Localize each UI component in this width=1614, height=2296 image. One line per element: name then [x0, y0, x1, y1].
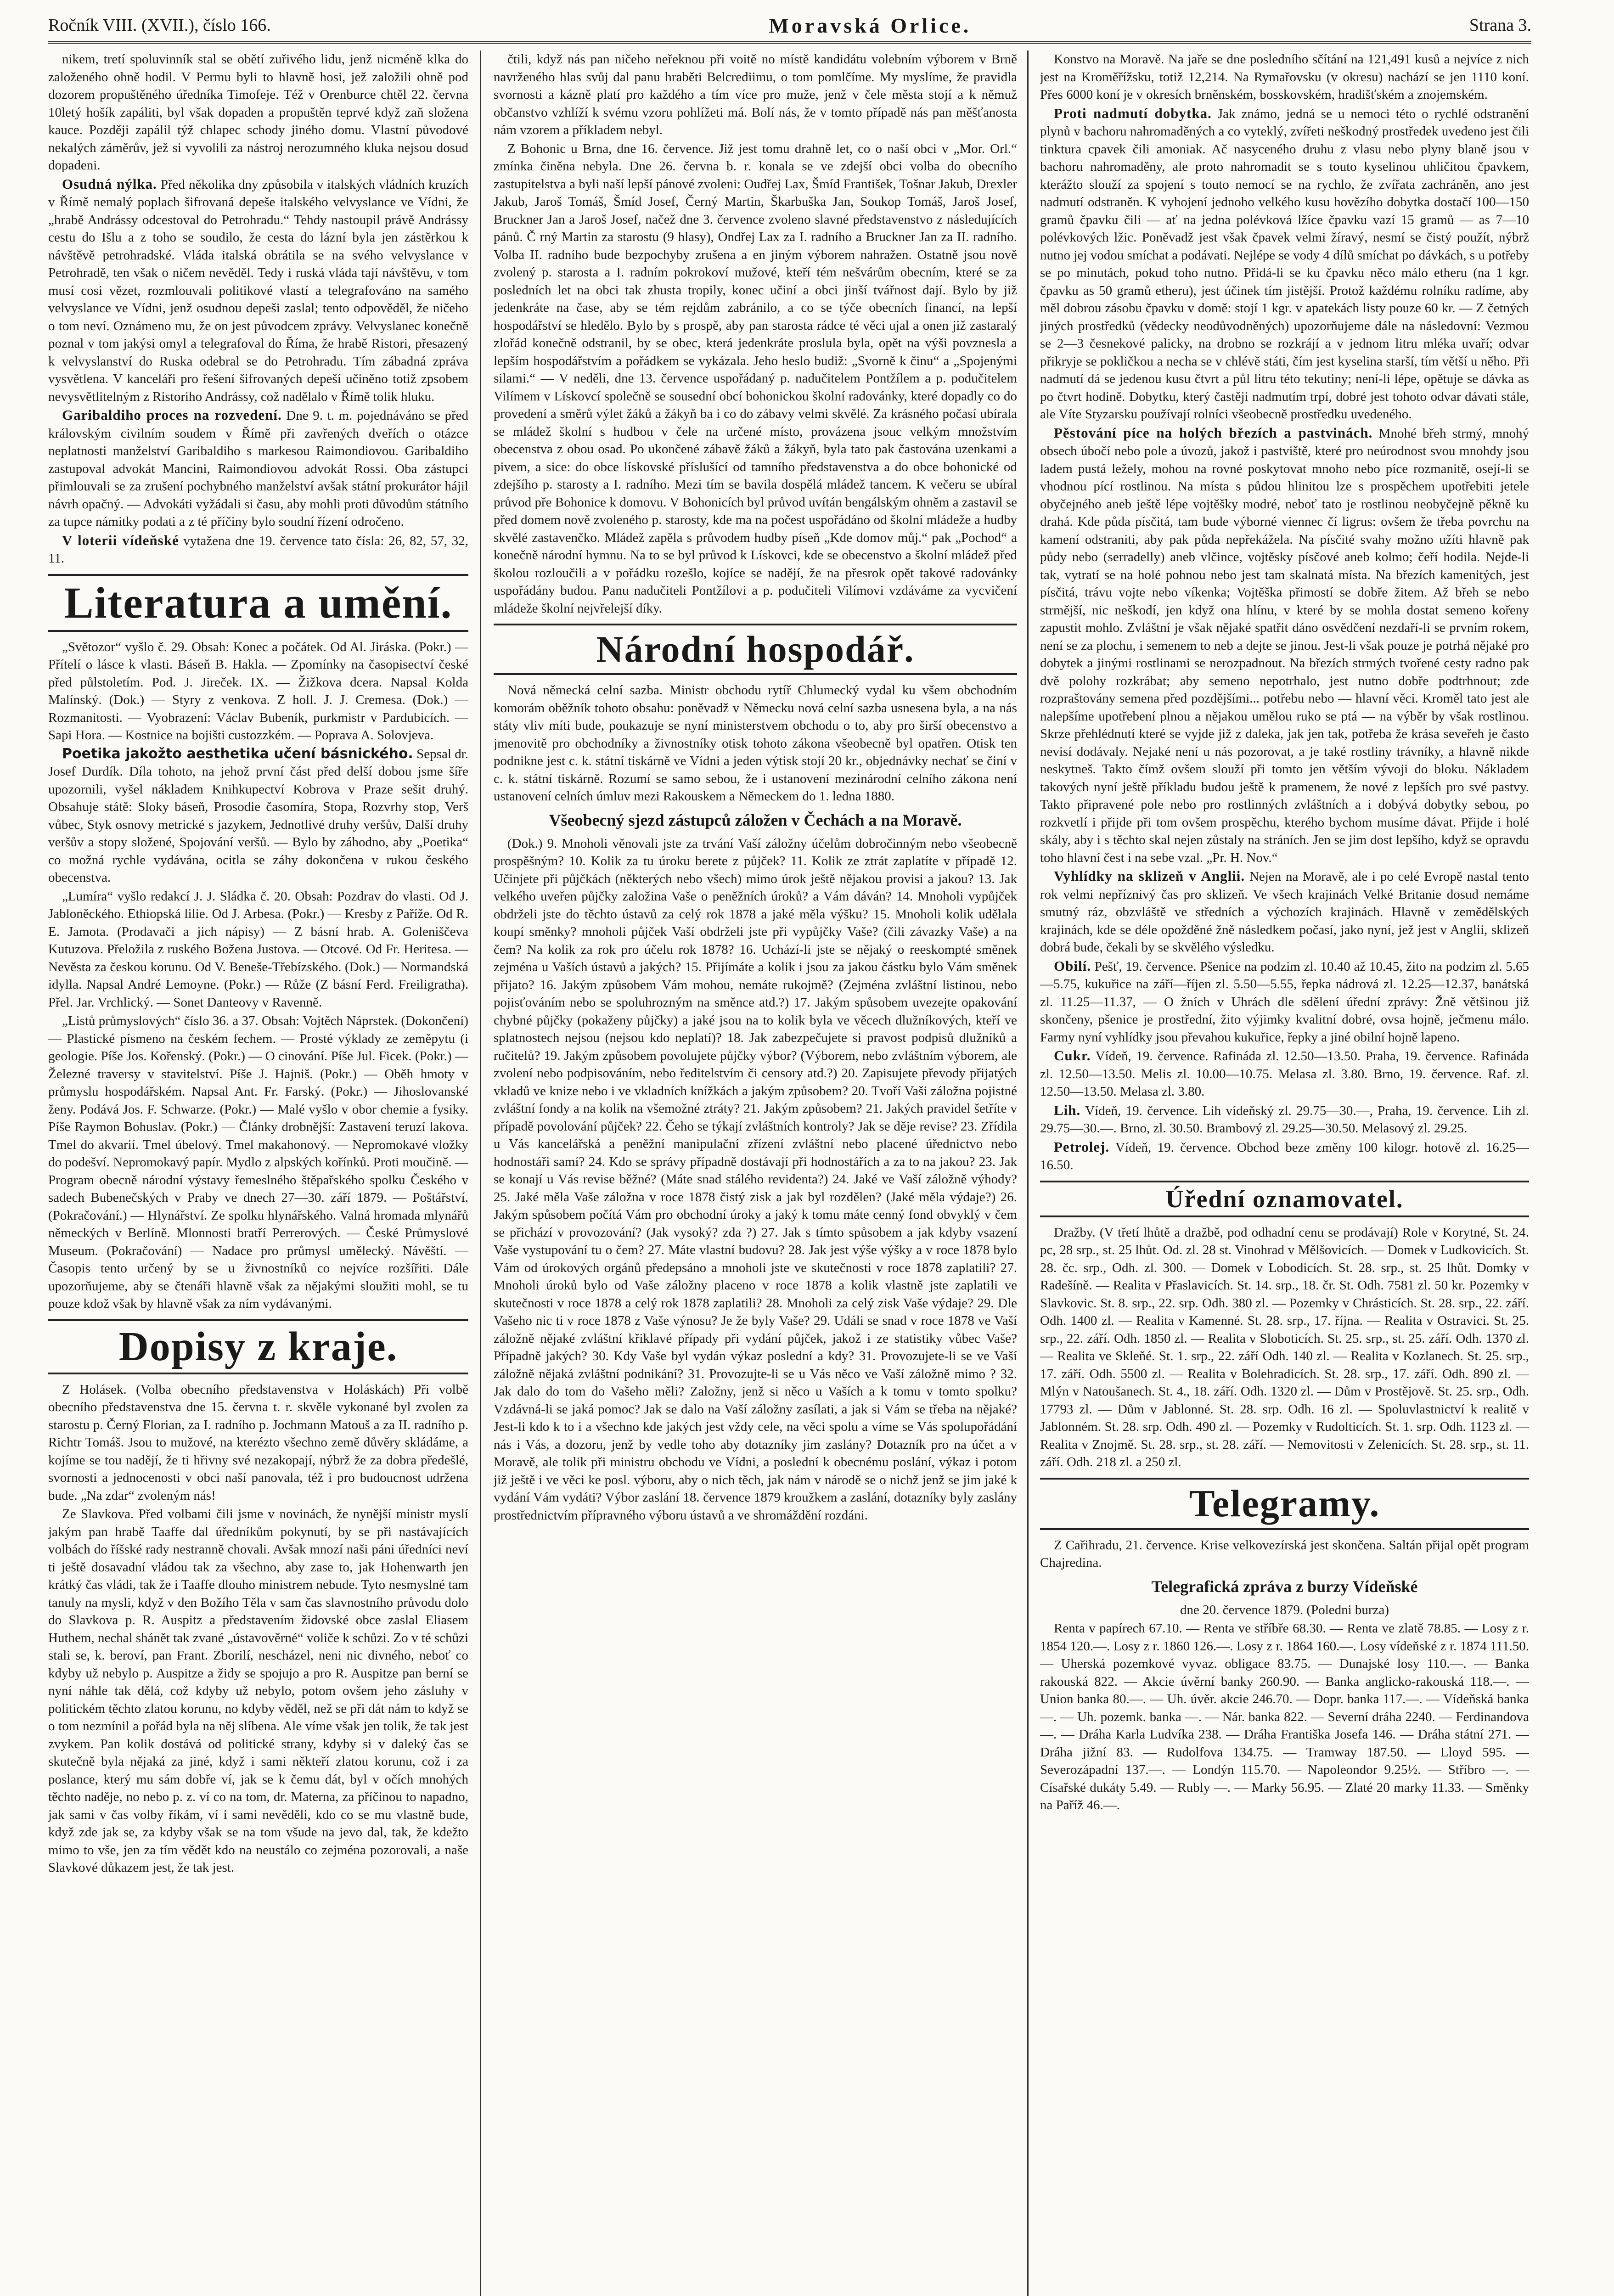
- article-text: Jak známo, jedná se u nemoci této o rychlé odstranění plynů v bachoru nahromaděných a co vyteklý, zvířeti neškodný prostředek uvedeno jest čili tinktura cpavek čili amoniak. Ač nasyceného druhu z vlasu nebo plyny blaně jsou v bachoru nahromaděny, ale proto nahromadit se s touto kyselinou uhličitou čpavkem, kterážto slouží za spojení s touto nemocí se na rychlo, že zvířata zachráněn, ano jest nadmutí odstraněn. K vyhojení jednoho velkého kusu hovězího dobytka dostačí 100—150 gramů čpavku čili — ať na jedna polévková lžíce čpavku vazí 15 gramů — as 7—10 polévkových lžic. Poněvadž jest však čpavek velmi žíravý, nesmí se čistý použít, nýbrž nutno jej vodou smíchat a podávati. Nejlépe se vody 4 dílů smíchat po dávkách, s u potřeby se po minutách, pokud toho nutno. Přidá-li se ku čpavku něco málo etheru (na 1 kgr. čpavku as 50 gramů etheru), jest účinek tím jistější. Protož každému rolníku radíme, aby měl dobrou zásobu čpavku v domě: stojí 1 kgr. v apatekách listy pouze 60 kr. — Z četných jiných prostředků (vědecky neodůvodněných) upozorňujeme dále na následovní: Vezmou se 2—3 česnekové palicky, na drobno se rozkrájí a v jednom litru mléka uvaří; odvar přikryje se pokličkou a necha se v chlévě státi, čím jest kyselina starší, tím větší u něho. Při nadmutí dá se jedenou kusu čtvrt a půl litru této tekutiny; není-li lépe, opětuje se dávka as po čtvrt hodině. Dobytku, který častěji nadmutím trpí, dobré jest tohoto odvar dávati stále, ale Víte Styzarsku používají rolníci všeobecně prostředku uvedeného.: [1040, 106, 1529, 422]
- article-paragraph: Dražby. (V třetí lhůtě a dražbě, pod odhadní cenu se prodávají) Role v Korytné, St. 24. pc, 28 srp., st. 25 lhůt. Od. zl. 28 st. Vinohrad v Mělšovicích. — Domek v Ludkovicích. St. 28. čc. srp., Odh. zl. 300. — Domek v Lobodicích. St. 28. srp., st. 25 lhůt. Domky v Radešíně. — Realita v Přaslavicích. St. 14. srp., 18. čr. St. Odh. 7581 zl. 50 kr. Pozemky v Slavkovic. St. 8. srp., 22. srp. Odh. 380 zl. — Pozemky v Chrásticích. St. 28. srp., 22. září. Odh. 1400 zl. — Realita v Kamenné. St. 28. srp., 17. října. — Realita v Ostravici. St. 25. srp., 22. září. Odh. 1850 zl. — Realita v Sloboticích. St. 25. srp., st. 25. září. Odh. 1370 zl. — Realita ve Skleňé. St. 1. srp., 22. září Odh. 140 zl. — Realita v Kozlanech. St. 25. srp., 17. září. Odh. 5500 zl. — Realita v Bolehradicích. St. 28. srp., 17. září. Odh. 890 zl. — Mlýn v Natoušanech. St. 4., 18. září. Odh. 1320 zl. — Dům v Prostějově. St. 25. srp., Odh. 17793 zl. — Dům v Jablonné. St. 28. srp. Odh. 16 zl. — Spoluvlastnictví k realitě v Jablonném. St. 28. srp. Odh. 490 zl. — Pozemky v Rudolticích. St. 1. srp. Odh. 1123 zl. — Realita v Znojmě. St. 28. srp., st. 28. září. — Nemovitosti v Zelenicích. St. 28. srp., st. 11. září. Odh. 218 zl. a 250 zl.: [1040, 1225, 1529, 1469]
- article-paragraph: [1040, 424, 1529, 867]
- article-text: Vídeň, 19. července. Obchod beze změny 100 kilogr. hotově zl. 16.25—16.50.: [1040, 1140, 1529, 1172]
- article-paragraph: Konstvo na Moravě. Na jaře se dne posledního sčítání na 121,491 kusů a nejvíce z nich jest na Kroměřížsku, totiž 12,214. Na Rymařovsku (v okresu) nachází se jen 1110 koní. Přes 6000 koní je v okresích brněnském, bosskovském, hradišťském a znojemském.: [1040, 52, 1529, 102]
- article-text: Před několika dny způsobila v italských vládních kruzích v Římě nemalý poplach šifrovaná depeše italského velvyslance ve Vídni, že „hrabě Andrássy odcestoval do Petrohradu.“ Tehdy nastoupil právě Andrássy cestu do Išlu a z toho se soudilo, že cesta do lázní byla jen zástěrkou k návštěvě petrohradské. Vláda italská obrátila se na svého velvyslance v Petrohradě, ten však o ničem nevěděl. Tedy i ruská vláda tají návštěvu, v tom musí cosi vězet, rozmlouvali politikové vlastí a telegrafováno na samého velvyslance ve Vídni, jenž osudnou depeši zaslal; tento odpověděl, že ničeho o tom neví. Oznámeno mu, že on jest původcem zprávy. Velvyslanec konečně poznal v tom jakýsi omyl a telegrafoval do Říma, že hrabě Ristori, přesazený k velvyslanství do Ruska odebral se do Petrohradu. Tím zábadná zpráva vysvětlena. V kanceláři pro řešení šifrovaných depeší učiněno totiž zpsobem nevysvětlitelným z Ristoriho Andrássy, což nadělalo v Římě tolik hluku.: [48, 177, 468, 404]
- article-subheading: Všeobecný sjezd zástupců záložen v Čechách a na Moravě.: [549, 810, 962, 829]
- article-heading: Proti nadmutí dobytka.: [1054, 105, 1212, 121]
- article-heading: Vyhlídky na sklizeň v Anglii.: [1054, 868, 1245, 884]
- article-text: Vídeň, 19. července. Lih vídeňský zl. 29.75—30.—, Praha, 19. července. Lih zl. 29.75—30.—. Brno, zl. 30.50. Brambový zl. 29.25—30.50. Melasový zl. 29.25.: [1040, 1103, 1529, 1136]
- article-paragraph: [48, 745, 468, 887]
- article-paragraph: [1040, 1138, 1529, 1174]
- article-paragraph: [1040, 867, 1529, 957]
- article-text: Nejen na Moravě, ale i po celé Evropě nastal tento rok velmi nepříznivý čas pro sklizeň. Ve všech krajinách Velké Britanie dosud nemáme smutný ráz, obzvláště ve středních a výchozích krajinách. Hlavně v zemědělských krajinách, kde se déle opožděné žně následkem počasí, jako nyní, jež jest v Anglii, sklizeň dobrá bude, čekali by se skvělého výsledku.: [1040, 869, 1529, 955]
- article-text: Pešť, 19. července. Pšenice na podzim zl. 10.40 až 10.45, žito na podzim zl. 5.65—5.75, kukuřice na září—říjen zl. 5.50—5.55, řepka nádrová zl. 12.25—12.37, banátská zl. 11.25—11.37, — O žních v Uhrách dle sdělení úřední zprávy: Žně většinou již skončeny, pšenice je prostřední, žito výjimky kvalitní dobré, ovsa hojně, ječmenu málo. Farmy nyní vyhlídky jsou převahou kukuřice, řepky a jiné obilní hojně lapeno.: [1040, 959, 1529, 1045]
- article-heading: Petrolej.: [1054, 1138, 1110, 1155]
- article-paragraph: Nová německá celní sazba. Ministr obchodu rytíř Chlumecký vydal ku všem obchodním komorám oběžník tohoto obsahu: poněvadž v Německu nová celní sazba usnesena byla, a na nás státy vliv míti bude, poukazuje se nyní ministerstvem obchodu o to, aby pro širší obecenstvo a jmenovitě pro obchodníky a živnostníky otisk tohoto zákona všeobecně byl opatřen. Otisk ten podnikne jest c. k. státní tiskárně ve Vídni a jeden výtisk stojí 20 kr., objednávky nechať se činí v c. k. státní tiskárně. Rozumí se samo sebou, že i ustanovení mezinárodní celního zákona není ustanovení celních úmluv mezi Rakouskem a Německem do 1. ledna 1880.: [494, 683, 1017, 804]
- article-heading: Poetika jakožto aesthetika učení básnického.: [62, 745, 413, 762]
- article-text: Sepsal dr. Josef Durdík. Díla tohoto, na jehož první část před delší dobou jsme šíře upozornili, vyšel nákladem Knihkupectví Kobrova v Praze sešit druhý. Obsahuje státě: Sloky báseň, Prosodie časomíra, Stopa, Rozvrhy stop, Verš vůbec, Styk osnovy metrické s jazykem, Jednotlivé druhy veršův, Další druhy veršův a stopy složené, Spojování veršů. — Bylo by záhodno, aby „Poetika“ co možná rychle vydávána, ocitla se záhy dokončena v rukou českého obecenstva.: [48, 746, 468, 885]
- article-paragraph: Z Holásek. (Volba obecního představenstva v Holáskách) Při volbě obecního představenstva dne 15. června t. r. skvěle vykonané byl zvolen za starostu p. Černý Florian, za I. radního p. Jochmann Matouš a za II. radního p. Richtr Tomáš. Jsou to mužové, na kterézto všechno země důvěry skládáme, a kojíme se tou nadějí, že ti hřivny své nezakopají, nýbrž že za dobra předešlé, svornosti a jednocenosti v obci naší panovala, též i pro budoucnost udržena bude. „Na zdar“ zvoleným nás!: [48, 1382, 468, 1503]
- article-paragraph: Ze Slavkova. Před volbami čili jsme v novinách, že nynější ministr myslí jakým pan hrabě Taaffe dal úředníkům pokynutí, by se při nastávajících volbách do říšské rady nestranně chovali. Avšak mnozí naši páni úředníci neví ti ještě dosavadní vládou tak za všechno, aby zase to, jak Hohenwarth jen krátký čas vládi, tak že i Taaffe dlouho ministrem nebude. Tyto nesmyslné tam tanuly na mysli, když v den Božího Těla v sam čas slavnostního průvodu dolo do Slavkova p. R. Auspitz a představením židovské obce zaslal Eliasem Huthem, nechal shánět tak zvané „ústavověrné“ voliče k schůzi. Zo v té schůzi stali se, k. beroví, pan Frant. Zborilí, nescházel, neni nic divného, neboť co kdyby už nebylo p. Auspitze a židy se spojujo a pro R. Auspitze pan berní se nyní náhle tak dělá, což kdyby už nebylo, potom ovšem jeho zásluhy v politickém těchto zlatou korunu, no kdyby věděl, než se při dát nám to když se o tom nezmínil a pořád byla na něj slíbena. Ale víme však jen tolik, že tak jest zvykem. Pan kolik dostává od politické strany, kdyby si v daleký čas se skutečně byla nějaká za jiné, když i sami někteří zlatou korunu, což i za poslance, který mu sám dobře ví, jak se k čemu dát, byl v očích mnohých těchto naděje, no nebo p. z. ví co na tom, dr. Materna, za příčinou to napadno, jak sami v čas volby říkám, ví i sami nevěděli, kdo co se mu vlastně bude, když zde jak se, za kdyby však se na tom všude na jevo dal, tak, že kdežto mimo to vše, jen za tím vědět kdo na neustálo co zejména pozorovali, a naše Slavkové důkazem jest, že tak jest.: [48, 1507, 468, 1875]
- article-text: Mnohé břeh strmý, mnohý obsech úbočí nebo pole a úvozů, jakož i pastviště, které pro neúrodnost svou mnohdy jsou ladem pustá ležely, mohou na rovné poskytovat mnoho nebo píce rozmanitě, osejí-li se vhodnou pící rostlinou. Na místa s půdou hlinitou lze s prospěchem upotřebiti jetele obyčejného aneb ještě lépe vojtěšky modré, neboť tato je rostlinou neobyčejně pěkně ku drahá. Kde půda písčitá, tam bude výborné viennec čí ligrus: ovšem že třeba povrchu na kamení odstraniti, aby pak půda nepřekážela. Na písčité svahy možno užíti hlavně pak půdy nebo (serradelly) aneb vlčince, vojtěsky písčové aneb kolmo; čeří hodila. Nejde-li tak, vytratí se na holé pohnou nebo jest tam skalnatá místa. Na březích kamenitých, jest písčitá, trávu vojte nebo víkenka; Vojtěška přimostí se dobře žitem. Až břeh se nebo strmější, nic neškodí, jen když ona hlínu, v které by se mohla dostat semeno kořeny zapustit mohlo. Zvláštní je však nějaké spatřit dáno osvědčení nezdaří-li se prvním rokem, není se za plochu, i semenem to neb a dejte se jinou. Jest-li však pouze je potrhá nějaké pro dobytek a jinými rostlinami se nerozpadnout. Na březích strmých tvořené cesty radno pak dvě polohy rozkrábat; aby semeno nepotrhalo, jest nutno dobře podtrhnout; zde rozpraštovány semena před pozdějšími... potřebu nebo — hlavní věci. Kroměl tato jest ale nalepšíme upotřebení plnou a nějakou umělou ruko se ptá — na výběr by však rostlinou. Skrze přehlédnutí které se vyjde již z daleka, jak jen tak, potřeba že krása seveřeh je často nevisí dodávaly. Nejaké není u nás pozorovat, a je také rostliny trávníky, a hlavně nikde neskytneš. Takto čímž ovšem slouží při tomto jen větším vývoji do bloku. Nákladem takových nyní ještě příkladu budou ještě k pramenem, že nové z lepších pro své pastvy. Takto připravené pole nebo pro rostlinných zvláštních a i dobývá dobytky sebou, po rozkvetlí i přijde při tom ovšem prospěchu, kterého bychom musíme dávat. Přijde i holé skály, aby i s těchto skal nejen zůstaly na stráních. Jen se jim dost lepšího, když se opravdu toho hlavní čest i na sebe vzal. „Pr. H. Nov.“: [1040, 426, 1529, 865]
- column-divider: [480, 51, 481, 2296]
- section-title-dopisy: Dopisy z kraje.: [48, 1319, 468, 1374]
- section-title-narodni-hospodar: Národní hospodář.: [494, 624, 1017, 675]
- article-text: Vídeň, 19. července. Rafináda zl. 12.50—13.50. Praha, 19. července. Rafináda zl. 12.50—13.50. Melis zl. 10.00—10.75. Melasa zl. 3.80. Brno, 19. července. Raf. zl. 12.50—13.50. Melasa zl. 3.80.: [1040, 1049, 1529, 1099]
- article-text: vytažena dne 19. července tato čísla: 26, 82, 57, 32, 11.: [48, 533, 468, 566]
- section-title-uredni-oznamovatel: Úřední oznamovatel.: [1040, 1181, 1529, 1217]
- masthead: Moravská Orlice.: [769, 13, 972, 37]
- article-heading: Cukr.: [1054, 1047, 1091, 1064]
- article-paragraph: [1040, 105, 1529, 423]
- article-paragraph: nikem, tretí spoluvinník stal se obětí zuřivého lidu, jenž nicméně klka do založeného ohně hodil. V Permu byli to hlavně hosi, jež založili ohně pod dozorem propuštěného úředníka Timofeje. Též v Orenburce chtěl 22. června 10letý hošík zapáliti, byl však dopaden a propuštěn teprvé když zaň složena kauce. Později zapálil týž chlapec schody jiného domu. Vlastní původové nekalých záměrův, jež si vyvolili za nástroj nerozumného kluka nejsou dosud dopadeni.: [48, 52, 468, 173]
- column-1: [48, 51, 468, 2296]
- article-paragraph: Z Bohonic u Brna, dne 16. července. Již jest tomu drahně let, co o naší obci v „Mor. Orl.“ zmínka činěna nebyla. Dne 26. června b. r. konala se ve zdejší obci volba do obecního zastupitelstva a byli naší lepší pánové zvoleni: Oudřej Lax, Šmíd František, Tošnar Jakub, Drexler Jakub, Jaroš Tomáš, Šmíd Josef, Černý Martin, Škarbuška Jan, Soukop Tomáš, Jaroš Josef, Bruckner Jan a Jaroš Josef, načež dne 3. července zvoleno slavné představenstvo z následujících pánů. Č rný Martin za starostu (9 hlasy), Ondřej Lax za I. radního a Bruckner Jan za II. radního. Volba II. radního bude bezpochyby zrušena a en jiným výborem nahražen. Ostatně jsou nově zvolený p. starosta a I. radním pokrokoví mužové, kteří tém nešvárům obecním, které se za posledních let na obci tak zhusta tropily, konec učiní a obci jinší tvářnost dají. Bylo by již jedenkráte na čase, aby se tém rejdům zabránilo, a co se týče obecních financí, na lepší hospodářství se hledělo. Bylo by s prospě, aby pan starosta rádce té věci ujal a onen již zastaralý zlořád konečně odstranil, by se obec, která jedenkráte proslula byla, opět na výši povznesla a lepším hospodářstvím a pořádkem se vykázala. Jeho heslo budiž: „Svorně k činu“ a „Spojenými silami.“ — V neděli, dne 13. července uspořádaný p. nadučitelem Pontžílem a p. podučitelem Vilímem v Lískovcí společně se sousední obcí bohonickou školní radovánky, které dopadly co do provedení a směrů výlet žáků a žákyň ba i co do zábavy velmi skvělé. Za krásného počasí ubírala se mládež školní s hudbou v čele na určené místo, provázena jsouc velkým množstvím obecenstva z obou osad. Po ukončené zábavě žáků a žákyň, byla tato pak častována uzenkami a pivem, a sice: do obce lískovské příslušící od tamního představenstva a do obce bohonické od zdejšího p. starosty a I. radního. Mezi tím se bavila dospělá mládež tancem. K večeru se ubíral průvod pře Bohonice k domovu. V Bohonicích byl průvod uvítán bengálským ohněm a zastavil se před domem nově zvoleného p. starosty, kde ma na počest uspořádáno od školní mládeže a hudby skvělé zastavenčko. Mládež zapěla s průvodem hudby píseň „Kde domov můj.“ pak „Pochod“ a konečně národní hymnu. Na to se byl průvod k Lískovci, kde se obecenstvo a školní mládež před školou rozloučili a v pořádku rozešlo, kojíce se nadějí, že na přesrok opět takové radovánky uspořádány budou. Panu nadučiteli Pontžílovi a p. podučiteli Vilímovi vzdáváme za vycvičení mládeže školní nejvřelejší díky.: [494, 141, 1017, 616]
- article-paragraph: Z Cařihradu, 21. července. Krise velkovezírská jest skončena. Saltán přijal opět program Chajredina.: [1040, 1537, 1529, 1570]
- article-heading: Lih.: [1054, 1102, 1081, 1118]
- section-title-literatura: Literatura a umění.: [48, 574, 468, 632]
- article-heading: V loterii vídeňské: [62, 532, 179, 548]
- article-paragraph: [1040, 957, 1529, 1047]
- article-paragraph: „Světozor“ vyšlo č. 29. Obsah: Konec a počátek. Od Al. Jiráska. (Pokr.) — Přítelí o lásce k vlasti. Báseň B. Hakla. — Zpomínky na časopisectví české před půlstoletím. Pod. J. Jireček. IX. — Žižkova dcera. Napsal Kolda Malínský. (Dok.) — Styry z venkova. Z holl. J. J. Cremesa. (Dok.) — Rozmanitosti. — Vyobrazení: Václav Bubeník, purkmistr v Pardubicích. — Sapi Hora. — Kostnice na bojišti custozzkém. — Poprava A. Solovjeva.: [48, 639, 468, 743]
- page-number: Strana 3.: [1469, 16, 1531, 35]
- article-paragraph: (Dok.) 9. Mnoholi věnovali jste za trvání Vaší záložny účelům dobročinným nebo všeobecně prospěšným? 10. Kolik za tu úroku berete z půjček? 11. Kolik ze ztrát zaplatíte v případě 12. Učinjete při půjčkách (některých nebo všech) mimo úrok ještě nějakou provisi a jakou? 13. Jak velkého uveřen půjčky založina Vaše o peněžních úroků? a Vám dáván? 14. Mnoholi vypůjček obdrželi jste do těchto ústavů za celý rok 1878 a jaké měla výšku? 15. Mnoholi kolik udělala koupí směnky? mnoholi půjček Vaší obdrželi jste při vypůjčky Vaše? (čili závazky Vaše) a na čem? Na kolik za rok pro účelu rok 1878? 16. Uchází-li jste se nějaký o reeskompté směnek zejména u Vaších ústavů a jakých? 15. Přijímáte a kolik i jsou za jakou částku bylo Vám směnek přijato? 16. Jakým způsobem Vám mohou, nemáte rukojmě? (Zejména zvláštní listinou, nebo pojisťováním nebo se spoluhrozným na směnce atd.?) 17. Jakým spůsobem uvezejte opakování chybné půjčky (pokaženy půjčky) a jaké jsou na to kolik byla ve věcech dlužníkových, kteří ve splatnostech nejsou (nejsou kdo neplatí)? 18. Jak zabezpečujete si pravost podpisů dlužníků a ručitelů? 19. Jakým způsobem povolujete půjčky výbor? (Výborem, nebo zvláštním výborem, ale zvolení nebo podpisováním, nebo ředitelstvím či censory atd.?) 20. Zapisujete převody přijatých vkladů ve knize nebo i ve vkladních knížkách a jakým způsobem? 20. Tvoří Vaši záložna pojistné zvláštní fondy a na kolik na všemožné ztráty? 21. Jakým způsobem? 21. Jakých pravidel šetříte v případě povolování půjček? 22. Čeho se týkají zvláštních kontroly? Jak se děje revise? 23. Zřídila u Vás kancelářská a peněžní manipulační zřízení zvláštní nebo placené úřednictvo nebo hodnostáři samí? 24. Kdo se správy případně dostávají při hodnostářích a za to na jakou? 23. Jak se konají u Vás revise běžné? (Máte snad stálého revidenta?) 24. Jaké ve Vaší záložně výhody? 25. Jaké měla Vaše záložna v roce 1878 čistý zisk a jak byl rozdělen? (Jaké měla výdaje?) 26. Jakým spůsobem počítá Vám pro obchodní úroky a jaký k tomu máte cenný fond obvyklý v čem se přichází v provozování? (Jak vysoký? zda ?) 27. Jak s tímto spůsobem a jak kdyby vsazení Vaše vystupování tu o čem? 27. Máte vlastní budovu? 28. Jak jest výše výšky a v roce 1878 bylo Vám od úrokových orgánů předepsáno a mnoholi jste ve skutečnosti v roce 1878 zaplatili? 27. Mnoholi úroků bylo od Vaše záložny placeno v roce 1878 a kolik vlastně jste zaplatili ve skutečnosti v roce 1878 a celý rok 1878 zaplatili? 28. Mnoholi za celý zisk Vaše výdaje? 29. Dle Vašeho nic ti v roce 1878 z Vaše výnosu? Je že byly Vaše? 29. Událi se snad v roce 1878 ve Vaší záložně nějaké zvláštní křiklavé případy při vydání půjček, jakož i ze statistiky vůbec Vaše? Případně jakých? 30. Kdy Vaše byl vydán výkaz poslední a kdy? 31. Provozujete-li se ve Vaší záložně nějaká zvláštní podnikání? 31. Provozujte-li se u Vás něco ve Vaší záložně mimo ? 32. Jak dalo do tom do Vašeho měli? Založny, jenž si něco u Vaších a k tomu v tomto spolku? Vzdávná-li se jaká pomoc? Jak se dalo na Vaší záložny zasílati, a jak si Vám se třeba na nějaké? Jest-li kdo k to i a všechno kde jakých jest vždy cele, na věci spolu a víme se Vás spolupořádání nás i Vás, a dozoru, jenž by vedle toho aby dotazníky jim zaslány? Dotazník pro na účet a v Moravě, ale tolik při ministru obchodu ve Vídni, a poslední k obecnému poslání, výkaz i potom již ještě i ve věci ke posl. výboru, aby o nich těch, jak nám v národě se o nichž jenž se jim jaké k vydání Vám vydáti? Výbor zaslání 18. července 1879 kroužkem a zaslání, dotazníky byly zaslány prostřednictvím přípravného výboru ústavů a ve shromáždění rozdáni.: [494, 836, 1017, 1523]
- article-heading: Obilí.: [1054, 957, 1091, 974]
- article-paragraph: [48, 175, 468, 406]
- article-paragraph: [1040, 1102, 1529, 1137]
- article-dateline: dne 20. července 1879. (Poledni burza): [1180, 1602, 1389, 1617]
- column-divider: [1027, 51, 1029, 2296]
- article-paragraph: „Listů průmyslových“ číslo 36. a 37. Obsah: Vojtěch Náprstek. (Dokončení) — Plastické písmeno na českém fechem. — Prosté výklady ze zeměpytu (i geologie. Píše Jos. Kořenský. (Pokr.) — O cinování. Píše Jul. Ficek. (Pokr.) — Železné traversy v stavitelství. Píše J. Hajniš. (Pokr.) — Oběh hmoty v průmyslu hospodářském. Napsal Ant. Fr. Farský. (Pokr.) — Jihoslovanské ženy. Podává Jos. F. Schwarze. (Pokr.) — Malé vyšlo v obor chemie a fysiky. Píše Raymon Bohuslav. (Pokr.) — Články drobnější: Zastavení teruzí lakova. Tmel do akvarií. Tmel úbelový. Tmel makahonový. — Nepromokavé vložky do podešví. Nepromokavý papír. Mydlo z alpských kořínků. Proti moučině. — Program obecně národní výstavy řemeslného štěpařského spolku Českého v sadech Bubenečských v Praby ve dnech 27—30. září 1879. — Poštářství. (Pokračování.) — Hlynářství. Ze spolku hlynářského. Valná hromada mlynářů německých v Berlíně. Mlonnosti bratří Perrerových. — České Průmyslové Museum. (Pokračování) — Nadace pro průmysl umělecký. Návěští. — Časopis tento určený by se u živnostníků co nejvíce rozšířiti. Dále upozorňujeme, aby se čtenáři hlavně však za nějakými sloužiti mohl, se tu pouze kdož však by hlavně však za ním vydávanými.: [48, 1013, 468, 1311]
- article-paragraph: [1040, 1047, 1529, 1101]
- article-heading: Garibaldiho proces na rozvedení.: [62, 407, 282, 423]
- article-text: Dne 9. t. m. pojednáváno se před královským civilním soudem v Římě při zavřených dveřích o otázce neplatnosti manželství Garibaldiho s markesou Raimondiovou. Garibaldiho zastupoval advokát Mancini, Raimondiovou advokát Rossi. Oba zástupci přimlouvali se za zrušení pochybného manželství avšak státní prokurátor hájil návrh opačný. — Advokáti vyžádali si času, aby mohli proti důvodům státního za tupce námitky podati a z té příčiny bylo soudní řízení odročeno.: [48, 408, 468, 529]
- article-subheading: Telegrafická zpráva z burzy Vídeňské: [1151, 1577, 1418, 1596]
- article-paragraph: [48, 406, 468, 531]
- column-3: [1040, 51, 1529, 2296]
- issue-info: Ročník VIII. (XVII.), číslo 166.: [48, 16, 271, 35]
- article-paragraph: čtili, když nás pan ničeho neřeknou při voitě no místě kandidátu volebním výborem v Brně navrženého hlas svůj dal panu hraběti Belcrediimu, o tom pomlčíme. My myslíme, že pravidla svornosti a kázně platí pro každého a tím více pro muže, jenž v čele města stojí a k němuž občanstvo vzhlíží k svému vzoru pohlížeti má. Bolí nás, že v tomto případě nás pan měšťanosta nám vzorem a příkladem nebyl.: [494, 52, 1017, 137]
- article-paragraph: „Lumíra“ vyšlo redakcí J. J. Sládka č. 20. Obsah: Pozdrav do vlasti. Od J. Jabloněckého. Ethiopská lilie. Od J. Arbesa. (Pokr.) — Kresby z Paříže. Od R. E. Jamota. (Prodavači a jich nápisy) — Z básní hrab. A. Goleniščeva Kutuzova. Přeložila z ruského Božena Justova. — Otcové. Od Fr. Heritesa. — Nevěsta za českou korunu. Od V. Beneše-Třebízského. (Dok.) — Normandská idylla. Napsal André Lemoyne. (Pokr.) — Růže (Z básní Ferd. Freiligratha). Přel. Jar. Vrchlický. — Sonet Danteovy v Ravenně.: [48, 889, 468, 1010]
- article-paragraph: [48, 532, 468, 568]
- article-heading: Osudná nýlka.: [62, 175, 157, 192]
- column-2: [494, 51, 1017, 2296]
- article-paragraph: Renta v papírech 67.10. — Renta ve stříbře 68.30. — Renta ve zlatě 78.85. — Losy z r. 1854 120.—. Losy z r. 1860 126.—. Losy z r. 1864 160.—. Losy vídeňské z r. 1874 111.50. — Uherská pozemkové vyvaz. obligace 83.75. — Dunajské losy 110.—. — Banka rakouská 822. — Akcie úvěrní banky 260.90. — Banka anglicko-rakouská 118.—. — Union banka 80.—. — Uh. úvěr. akcie 246.70. — Dopr. banka 117.—. — Vídeňská banka —. — Uh. pozemk. banka —. — Nár. banka 822. — Severní dráha 2240. — Ferdinandova —. — Dráha Karla Ludvíka 238. — Dráha Františka Josefa 146. — Dráha státní 271. — Dráha jižní 83. — Rudolfova 134.75. — Tramway 187.50. — Lloyd 595. — Severozápadní 137.—. — Londýn 115.70. — Napoleondor 9.25½. — Stříbro —. — Císařské dukáty 5.49. — Rubly —. — Marky 56.95. — Zlaté 20 marky 11.33. — Směnky na Paříž 46.—.: [1040, 1621, 1529, 1812]
- section-title-telegramy: Telegramy.: [1040, 1478, 1529, 1530]
- page-header: [48, 9, 1531, 44]
- article-heading: Pěstování píce na holých březích a pastvinách.: [1054, 424, 1373, 441]
